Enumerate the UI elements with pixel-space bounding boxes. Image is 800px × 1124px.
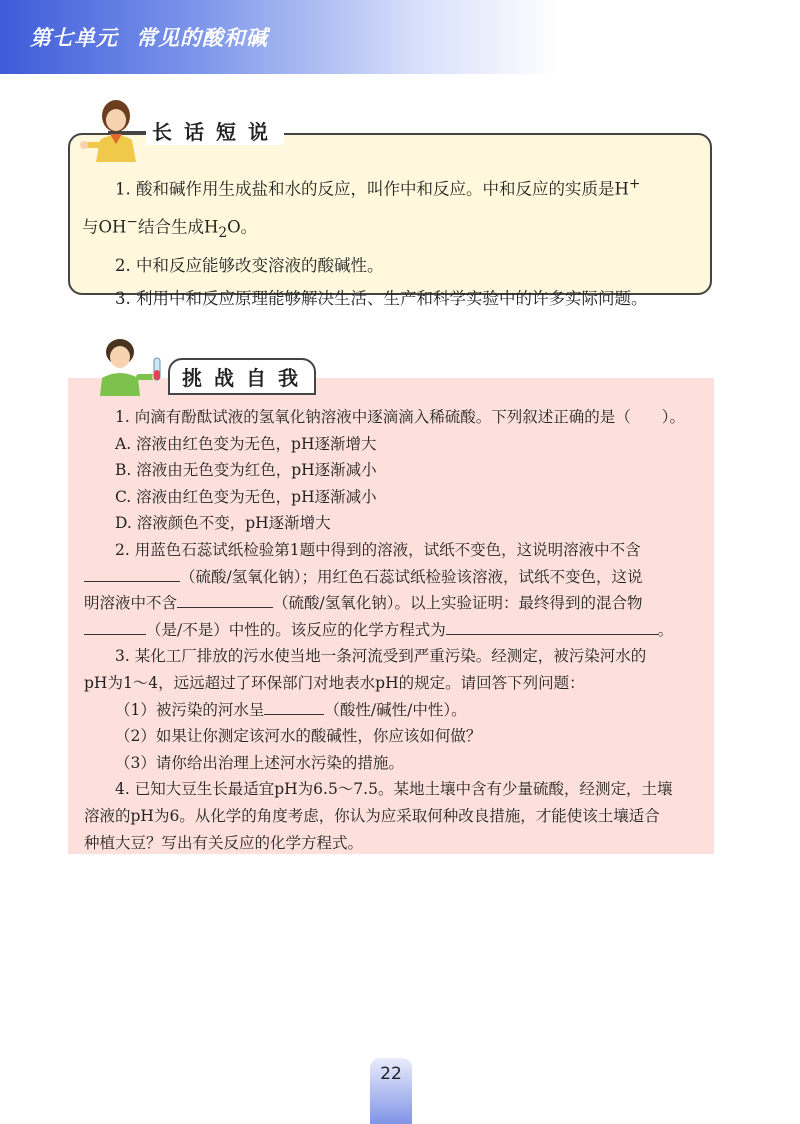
summary-point-2: 2. 中和反应能够改变溶液的酸碱性。 xyxy=(115,256,384,276)
question-1-option-a: A. 溶液由红色变为无色，pH逐渐增大 xyxy=(115,434,377,453)
question-1-option-b: B. 溶液由无色变为红色，pH逐渐减小 xyxy=(115,461,377,480)
challenge-heading: 挑战自我 xyxy=(168,358,316,395)
answer-blank[interactable] xyxy=(264,698,324,715)
question-4-line-3: 种植大豆？写出有关反应的化学方程式。 xyxy=(84,833,364,852)
girl-illustration xyxy=(76,96,156,166)
question-2-line-1: 2. 用蓝色石蕊试纸检验第1题中得到的溶液，试纸不变色，这说明溶液中不含 xyxy=(115,540,641,559)
question-3-part-2: （2）如果让你测定该河水的酸碱性，你应该如何做？ xyxy=(115,727,482,746)
answer-blank[interactable] xyxy=(177,591,273,608)
unit-title: 常见的酸和碱 xyxy=(136,26,268,50)
question-1-option-d: D. 溶液颜色不变，pH逐渐增大 xyxy=(115,514,331,533)
answer-blank[interactable] xyxy=(84,565,180,582)
question-3-line-1: 3. 某化工厂排放的污水使当地一条河流受到严重污染。经测定，被污染河水的 xyxy=(115,647,647,666)
question-1-option-c: C. 溶液由红色变为无色，pH逐渐减小 xyxy=(115,487,377,506)
question-2-line-2: （硫酸/氢氧化钠）；用红色石蕊试纸检验该溶液，试纸不变色，这说 xyxy=(84,564,704,591)
summary-point-1: 1. 酸和碱作用生成盐和水的反应，叫作中和反应。中和反应的实质是H+ xyxy=(115,176,641,199)
question-3-part-1: （1）被污染的河水呈 （酸性/碱性/中性）。 xyxy=(84,697,704,724)
summary-body xyxy=(82,168,706,315)
question-4-line-2: 溶液的pH为6。从化学的角度考虑，你认为应采取何种改良措施，才能使该土壤适合 xyxy=(84,806,660,825)
question-2-line-4: （是/不是）中性的。该反应的化学方程式为 。 xyxy=(84,617,704,644)
summary-point-1-cont: 与OH−结合生成$H_2O$。 xyxy=(82,213,258,241)
summary-heading: 长话短说 xyxy=(146,116,284,145)
question-4-line-1: 4. 已知大豆生长最适宜pH为6.5～7.5。某地土壤中含有少量硫酸，经测定，土壤 xyxy=(115,780,673,799)
question-1: 1. 向滴有酚酞试液的氢氧化钠溶液中逐滴滴入稀硫酸。下列叙述正确的是（ ）。 xyxy=(115,408,685,426)
summary-point-3: 3. 利用中和反应原理能够解决生活、生产和科学实验中的许多实际问题。 xyxy=(115,289,648,309)
answer-blank[interactable] xyxy=(446,618,658,635)
question-3-part-3: （3）请你给出治理上述河水污染的措施。 xyxy=(115,753,404,772)
unit-label: 第七单元 xyxy=(30,26,118,50)
question-3-line-2: pH为1～4，远远超过了环保部门对地表水pH的规定。请回答下列问题： xyxy=(84,673,585,692)
page-number: 22 xyxy=(380,1064,402,1084)
answer-blank[interactable] xyxy=(84,618,146,635)
chapter-header xyxy=(30,22,268,52)
boy-with-test-tube-illustration xyxy=(84,334,174,396)
challenge-body xyxy=(84,404,704,856)
question-2-line-3: 明溶液中不含 （硫酸/氢氧化钠）。以上实验证明：最终得到的混合物 xyxy=(84,590,704,617)
